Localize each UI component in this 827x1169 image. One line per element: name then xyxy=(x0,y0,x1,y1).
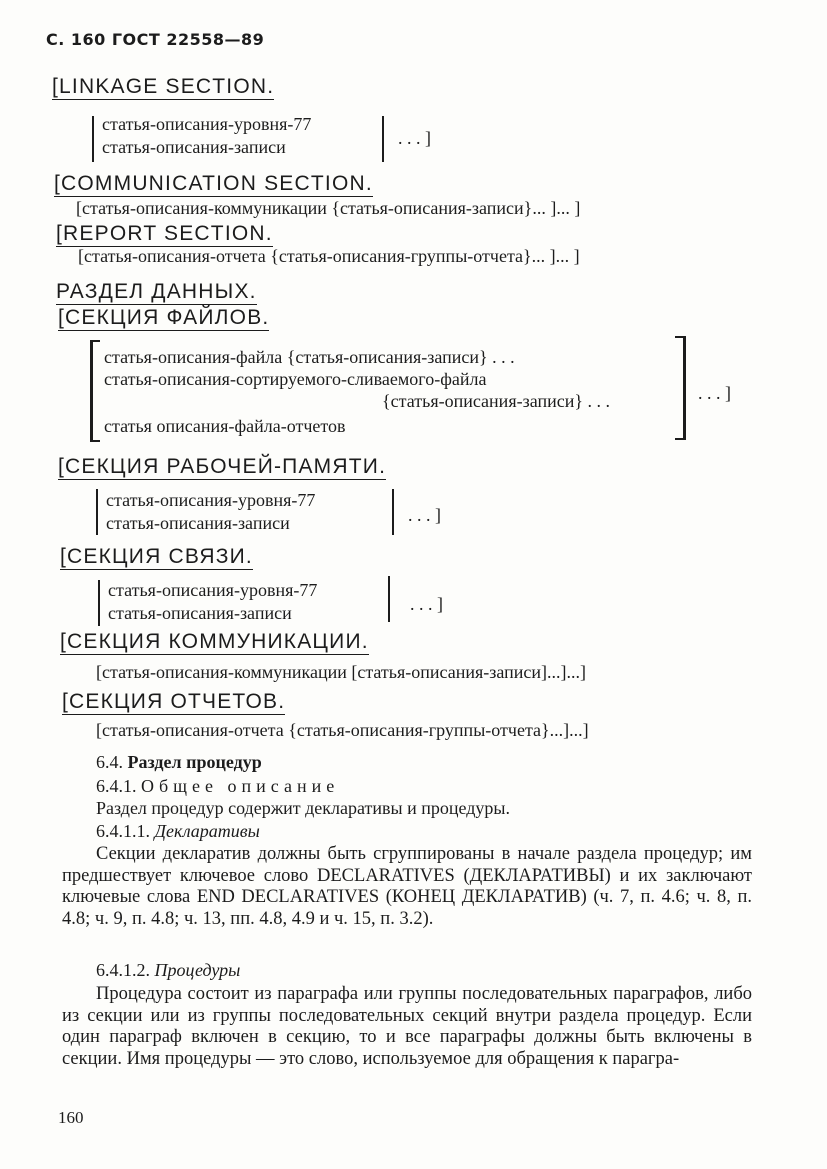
left-brace xyxy=(96,489,98,535)
page-header: С. 160 ГОСТ 22558—89 xyxy=(46,30,265,49)
linkage-ru-tail: . . . ] xyxy=(410,594,443,614)
communication-ru-line: [статья-описания-коммуникации [статья-описания-записи]...]...] xyxy=(96,662,587,682)
section-6-4-1-1-heading: 6.4.1.1. Декларативы xyxy=(96,821,260,841)
file-line-1: статья-описания-файла {статья-описания-записи} . . . xyxy=(104,347,515,367)
linkage-section-heading: [LINKAGE SECTION. xyxy=(52,75,275,98)
big-right-bracket-bottom xyxy=(675,438,685,440)
communication-line: [статья-описания-коммуникации {статья-описания-записи}... ]... ] xyxy=(76,198,581,218)
right-brace xyxy=(388,576,390,622)
big-left-bracket xyxy=(90,340,93,442)
report-ru-heading: [СЕКЦИЯ ОТЧЕТОВ. xyxy=(62,690,286,713)
declaratives-text: Секции декларатив должны быть сгруппированы в начале раздела процедур; им предшествует ключевое слово DECLARATIVES (ДЕКЛАРАТИВЫ) и их заключают ключевые слова END DECLARATIVES (КОНЕЦ ДЕКЛАРАТИВ) (ч. 7, п. 4.6; ч. 8, п. 4.8; ч. 9, п. 4.8; ч. 13, пп. 4.8, 4.9 и ч. 15, п. 3.2). xyxy=(62,844,752,929)
file-tail: . . . ] xyxy=(698,383,731,403)
big-right-bracket xyxy=(683,336,686,440)
linkage-tail: . . . ] xyxy=(398,128,431,148)
file-section-heading: [СЕКЦИЯ ФАЙЛОВ. xyxy=(58,306,270,329)
working-storage-tail: . . . ] xyxy=(408,505,441,525)
section-6-4-1-2-heading: 6.4.1.2. Процедуры xyxy=(96,960,241,980)
file-line-3: {статья-описания-записи} . . . xyxy=(382,391,610,411)
working-storage-heading: [СЕКЦИЯ РАБОЧЕЙ-ПАМЯТИ. xyxy=(58,455,387,478)
right-brace xyxy=(382,116,384,162)
data-division-heading: РАЗДЕЛ ДАННЫХ. xyxy=(56,280,257,303)
working-storage-line-2: статья-описания-записи xyxy=(106,513,290,533)
procedures-paragraph xyxy=(62,984,752,1070)
communication-section-heading: [COMMUNICATION SECTION. xyxy=(54,172,373,195)
declaratives-paragraph xyxy=(62,844,752,930)
linkage-ru-line-2: статья-описания-записи xyxy=(108,603,292,623)
linkage-line-1: статья-описания-уровня-77 xyxy=(102,114,312,134)
linkage-ru-line-1: статья-описания-уровня-77 xyxy=(108,580,318,600)
big-right-bracket-top xyxy=(675,336,685,338)
page-number: 160 xyxy=(58,1108,84,1127)
right-brace xyxy=(392,489,394,535)
report-line: [статья-описания-отчета {статья-описания-группы-отчета}... ]... ] xyxy=(78,246,580,266)
report-section-heading: [REPORT SECTION. xyxy=(56,222,273,245)
linkage-line-2: статья-описания-записи xyxy=(102,137,286,157)
section-6-4-1-heading: 6.4.1. Общее описание xyxy=(96,776,340,796)
big-left-bracket-top xyxy=(90,340,100,342)
file-line-4: статья описания-файла-отчетов xyxy=(104,416,346,436)
left-brace xyxy=(98,580,100,626)
working-storage-line-1: статья-описания-уровня-77 xyxy=(106,490,316,510)
procedures-text: Процедура состоит из параграфа или группы последовательных параграфов, либо из секции или из группы последовательных секций внутри раздела процедур. Если один параграф включен в секцию, то и все параграфы должны быть включены в секции. Имя процедуры — это слово, используемое для обращения к парагра- xyxy=(62,984,752,1069)
file-line-2: статья-описания-сортируемого-сливаемого-файла xyxy=(104,369,487,389)
left-brace xyxy=(92,116,94,162)
big-left-bracket-bottom xyxy=(90,440,100,442)
section-6-4-1-text: Раздел процедур содержит декларативы и процедуры. xyxy=(96,798,511,818)
communication-ru-heading: [СЕКЦИЯ КОММУНИКАЦИИ. xyxy=(60,630,369,653)
section-6-4-heading: 6.4. Раздел процедур xyxy=(96,752,262,772)
linkage-ru-heading: [СЕКЦИЯ СВЯЗИ. xyxy=(60,545,253,568)
report-ru-line: [статья-описания-отчета {статья-описания-группы-отчета}...]...] xyxy=(96,720,589,740)
